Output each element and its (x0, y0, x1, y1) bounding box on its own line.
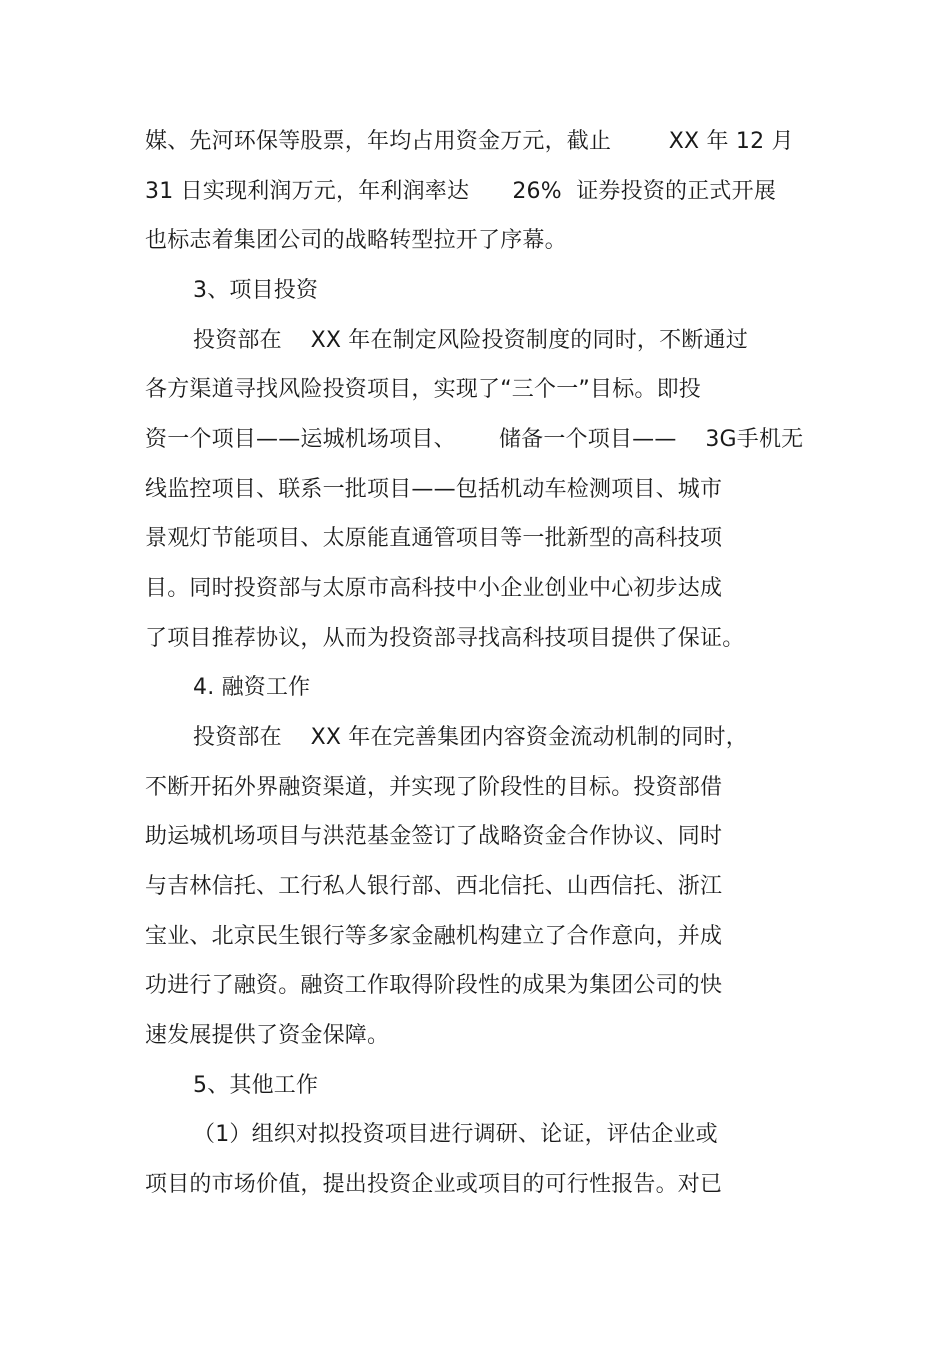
paragraph-line: 宝业、北京民生银行等多家金融机构建立了合作意向，并成 (145, 924, 723, 949)
paragraph-line: 各方渠道寻找风险投资项目，实现了“三个一”目标。即投 (145, 377, 701, 402)
paragraph-line: 速发展提供了资金保障。 (145, 1023, 390, 1048)
paragraph-line: 目。同时投资部与太原市高科技中小企业创业中心初步达成 (145, 576, 723, 601)
paragraph-line: 也标志着集团公司的战略转型拉开了序幕。 (145, 228, 567, 253)
section-heading: 4. 融资工作 (193, 675, 311, 700)
paragraph-line: 与吉林信托、工行私人银行部、西北信托、山西信托、浙江 (145, 874, 723, 899)
paragraph-line: 功进行了融资。融资工作取得阶段性的成果为集团公司的快 (145, 973, 723, 998)
paragraph-line: （1）组织对拟投资项目进行调研、论证，评估企业或 (193, 1122, 718, 1147)
paragraph-line: 31 日实现利润万元，年利润率达 26% 证券投资的正式开展 (145, 179, 777, 204)
paragraph-line: 不断开拓外界融资渠道，并实现了阶段性的目标。投资部借 (145, 775, 723, 800)
paragraph-line: 资一个项目——运城机场项目、 储备一个项目—— 3G手机无 (145, 427, 804, 452)
paragraph-line: 投资部在 XX 年在完善集团内容资金流动机制的同时， (193, 725, 748, 750)
paragraph-line: 助运城机场项目与洪范基金签订了战略资金合作协议、同时 (145, 824, 723, 849)
paragraph-line: 线监控项目、联系一批项目——包括机动车检测项目、城市 (145, 477, 723, 502)
paragraph-line: 投资部在 XX 年在制定风险投资制度的同时，不断通过 (193, 328, 748, 353)
paragraph-line: 项目的市场价值，提出投资企业或项目的可行性报告。对已 (145, 1172, 723, 1197)
paragraph-line: 景观灯节能项目、太原能直通管项目等一批新型的高科技项 (145, 526, 723, 551)
paragraph-line: 了项目推荐协议，从而为投资部寻找高科技项目提供了保证。 (145, 626, 745, 651)
section-heading: 3、项目投资 (193, 278, 319, 303)
section-heading: 5、其他工作 (193, 1073, 319, 1098)
paragraph-line: 媒、先河环保等股票，年均占用资金万元，截止 XX 年 12 月 (145, 129, 794, 154)
